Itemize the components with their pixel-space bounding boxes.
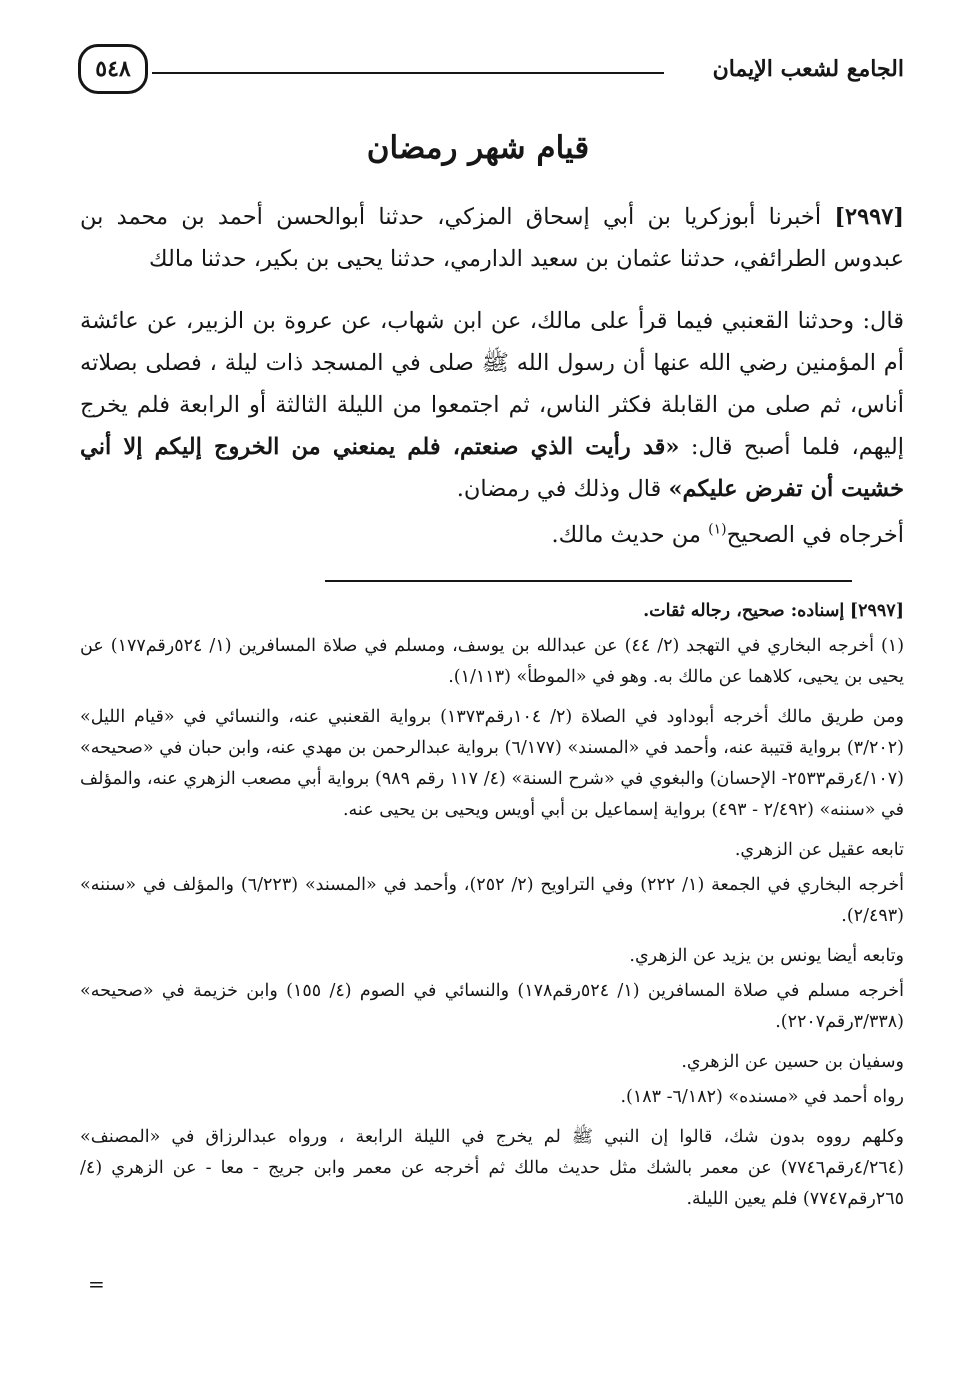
prophetic-saying: «قد رأيت الذي صنعتم، فلم يمنعني من الخروج إليكم إلا أني خشيت أن تفرض عليكم» xyxy=(80,434,904,502)
footnote-paragraph-3: تابعه عقيل عن الزهري. xyxy=(734,840,904,860)
matn-intro: قال: وحدثنا القعنبي فيما قرأ على مالك، عن ابن شهاب، عن عروة بن الزبير، عن عائشة أم المؤمنين رضي الله عنها أن رسول الله ﷺ صلى في المسجد ذات ليلة ، فصلى بصلاته أناس، ثم صلى من القابلة فكثر الناس، ثم اجتمعوا من الليلة الثالثة أو الرابعة فلم يخرج إليهم، فلما أصبح قال: xyxy=(80,308,904,460)
hadith-isnad-block xyxy=(80,196,904,280)
footnote-ref: (١) xyxy=(708,521,727,538)
footnote-paragraph-6: أخرجه مسلم في صلاة المسافرين (١/ ٥٢٤رقم١٧٨) والنسائي في الصوم (٤/ ١٥٥) وابن خزيمة في «صحيحه» (٣/٣٣٨رقم٢٢٠٧). xyxy=(80,981,904,1032)
footnote-paragraph-9: وكلهم رووه بدون شك، قالوا إن النبي ﷺ لم يخرج في الليلة الرابعة ، ورواه عبدالرزاق في «المصنف» (٤/٢٦٤رقم٧٧٤٦) عن معمر بالشك مثل حديث مالك ثم أخرجه عن معمر وابن جريج - معا - عن الزهري (٤/ ٢٦٥رقم٧٧٤٧) فلم يعين الليلة. xyxy=(80,1127,904,1209)
takhrij-after: من حديث مالك. xyxy=(551,522,701,548)
matn-end: قال وذلك في رمضان. xyxy=(456,476,662,502)
takhrij-before: أخرجاه في الصحيح xyxy=(726,522,904,548)
page-number-badge xyxy=(78,44,148,94)
isnad-text: أخبرنا أبوزكريا بن أبي إسحاق المزكي، حدثنا أبوالحسن أحمد بن محمد بن عبدوس الطرائفي، حدثنا عثمان بن سعيد الدارمي، حدثنا يحيى بن بكير، حدثنا مالك xyxy=(80,204,904,272)
isnad-note-number: [٢٩٩٧] xyxy=(849,601,904,621)
hadith-matn-block xyxy=(80,300,904,556)
takhrij-line xyxy=(80,514,904,556)
footnote-1 xyxy=(80,631,904,693)
footnote-separator xyxy=(325,580,852,582)
header-rule xyxy=(152,72,664,74)
footnote-1-text: أخرجه البخاري في التهجد (٢/ ٤٤) عن عبدالله بن يوسف، ومسلم في صلاة المسافرين (١/ ٥٢٤رقم١٧٧) عن يحيى بن يحيى، كلاهما عن مالك به. وهو في «الموطأ» (١/١١٣). xyxy=(80,636,904,687)
isnad-note-text: إسناده: صحيح، رجاله ثقات. xyxy=(643,601,845,621)
chapter-title: قيام شهر رمضان xyxy=(366,130,590,166)
running-title: الجامع لشعب الإيمان xyxy=(712,56,904,82)
footnote-paragraph-8: رواه أحمد في «مسنده» (٦/١٨٢- ١٨٣). xyxy=(620,1087,904,1107)
hadith-number: [٢٩٩٧] xyxy=(834,204,904,230)
isnad-note xyxy=(80,596,904,627)
page-number: ٥٤٨ xyxy=(95,56,131,82)
footnote-1-marker: (١) xyxy=(880,636,905,656)
footnotes xyxy=(80,596,904,1219)
footnote-paragraph-4: أخرجه البخاري في الجمعة (١/ ٢٢٢) وفي التراويح (٢/ ٢٥٢)، وأحمد في «المسند» (٦/٢٢٣) والمؤلف في «سننه» (٢/٤٩٣). xyxy=(80,875,905,926)
continuation-mark: = xyxy=(88,1272,105,1296)
hadith-isnad xyxy=(80,196,904,280)
footnote-paragraph-2: ومن طريق مالك أخرجه أبوداود في الصلاة (٢/ ١٠٤رقم١٣٧٣) برواية القعنبي عنه، والنسائي في «قيام الليل» (٣/٢٠٢) برواية قتيبة عنه، وأحمد في «المسند» (٦/١٧٧) برواية عبدالرحمن بن مهدي عنه، وابن حبان في «صحيحه» (٤/١٠٧رقم٢٥٣٣- الإحسان) والبغوي في «شرح السنة» (٤/ ١١٧ رقم ٩٨٩) برواية أبي مصعب الزهري عنه، والمؤلف في «سننه» (٢/٤٩٢ - ٤٩٣) برواية إسماعيل بن أبي أويس ويحيى بن يحيى عنه. xyxy=(80,707,905,820)
footnote-paragraph-7: وسفيان بن حسين عن الزهري. xyxy=(681,1052,904,1072)
hadith-matn xyxy=(80,300,904,510)
footnote-paragraph-5: وتابعه أيضا يونس بن يزيد عن الزهري. xyxy=(629,946,904,966)
